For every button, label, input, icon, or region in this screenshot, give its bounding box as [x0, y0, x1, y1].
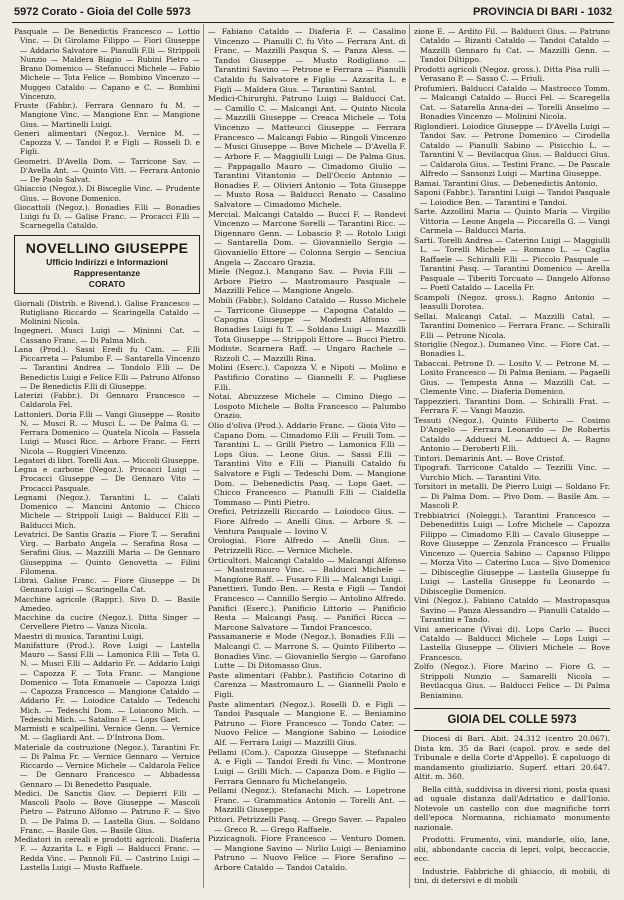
entry: Legatori di libri. Torelli Aus. — Miccoli Giuseppe.: [14, 455, 200, 465]
town-intro: [414, 734, 610, 885]
entry: Pasquale — De Benedictis Francesco — Lottio Vinc. — Di Girolamo Filippo — Fiori Giuseppe — Addario Salvatore — Pianulli F.lli — Strippoli Nunzio — Maldera Biagio — Rubini Pietro — Brano Domenico — Stefanucci Michele — Fabio Michele — Tota Felice — Bombino Vincenzo — Muggeo Cataldo — Capano e C. — Bombini Vincenzo.: [14, 27, 200, 101]
entry: Legna e carbone (Negoz.). Procacci Luigi — Procacci Giuseppe — De Gennaro Vito — Procacci Pasquale.: [14, 465, 200, 493]
ad-line-2: Rappresentanze: [73, 267, 141, 278]
entry: Lattonieri. Doria F.lli — Vangi Giuseppe — Rosito N. — Musci R. — Musci L. — De Palma G. — Ferrara Domenico — Quatela Nicola — Fassela Luigi — Musci Ricc. — Arbore Franc. — Ferri Nicola — Ruggieri Vincenzo.: [14, 409, 200, 456]
entry: Tintori. Demarinis Ant. — Bove Cristof.: [414, 453, 565, 463]
entry: Pittori. Petrizzelli Pasq. — Grego Saver. — Papaleo — Greco R. — Grego Raffaele.: [208, 814, 406, 834]
entry: Mercial. Malcangi Cataldo — Bucci F. — Rondevi Vincenzo — Marcone Sorelli — Tarantini Ricc. — Digennaro Genn. — Lobascio P. — Rotolo Luigi — Santarella Dom. — Giovanniello Sergio — Giovaniello Ettore — Colonna Sergio — Senciua Angela — Zaccaro Grazia.: [208, 209, 406, 267]
entry: Orticultori. Malcangi Cataldo — Malcangi Alfonso — Mastromauro Vinc. — Balducci Michele — Mangione Raff. — Fusaro F.lli — Malcangi Luigi.: [208, 555, 406, 584]
entry: Lana (Prod.). Sassi Eredi fu Cam. — F.lli Piccarreta — Palumbo F. — Santarella Vincenzo — Tarantini Andrea — Tondolo F.lli — De Benedictis Luigi e Felice F.lli — Patruno Alfonso — De Benedictis F.lli di Giuseppe.: [14, 344, 200, 391]
entry: Librai. Galise Franc. — Fiore Giuseppe — Di Gennaro Luigi — Scaringella Cat.: [14, 576, 200, 595]
intro-paragraph: Diocesi di Bari. Abit. 24.312 (centro 20.067). Dista km. 35 da Bari (capol. prov. e sede del Tribunale e della Corte d'Appello). È capoluogo di mandamento giudiziario. Superf. ettari 20.647. Altit. m. 360.: [414, 734, 610, 782]
entry: Tipografi. Tarricone Cataldo — Tezzilli Vinc. — Vurchio Mich. — Tarantini Vito.: [414, 463, 610, 482]
entry: Vini (Negoz.). Fabiano Cataldo — Mastropasqua Savino — Panza Alessandro — Pianulli Cataldo — Tarantini e Tando.: [414, 596, 610, 625]
entry: Sellai. Malcangi Catal. — Mazzilli Catal. — Tarantini Domenico — Ferrara Franc. — Schiralli F.lli — Petrone Nicola.: [414, 311, 610, 340]
entry: Medici. De Sanctis Giov. — Depierri F.lli — Mascoli Paolo — Bove Giuseppe — Mascoli Pietro — Patruno Alfonso — Patruno F. — Sivo D. — De Palma D. — Lastella Gius. — Soldano Franc. — Basile Gos. — Basile Gius.: [14, 788, 200, 835]
entry: Tappezzieri. Tarantini Dom. — Schiralli Frat. — Ferrara F. — Vangi Mauzio.: [414, 396, 610, 416]
entry: Panettieri. Tondo Ben. — Resta e Figli — Tandoi Francesco — Cannillo Sergio — Antolino Alfredo.: [208, 584, 406, 603]
entry: Laterizi (Fabbr.). Di Gennaro Francesco — Caldarola Fel.: [14, 391, 200, 410]
entry: Orefici. Petrizzelli Riccardo — Loiodoco Gius. — Fiore Alfredo — Anelli Gius. — Arbore S. — Ventura Pasquale — Iovino V.: [208, 507, 406, 536]
advertisement-box: [14, 235, 200, 294]
entry: Ramai. Tarantini Gius. — Debenedictis Antonio.: [414, 178, 598, 188]
entry: Geometri. D'Avella Dom. — Tarricone Sav. — D'Avella Ant. — Quinto Vitt. — Ferrara Antonio — De Paolo Salvat.: [14, 156, 200, 184]
entry: Trebbiatrici (Noleggi.). Tarantini Francesco — Debenedittis Luigi — Lofre Michele — Capozza Filippo — Cimadomo F.lli — Cavalo Giuseppe — Rove Giuseppe — Zenzola Francesco — Fruallo Vincenzo — Quercia Sabino — Capanso Filippo — Morza Vito — Caterino Luca — Sivo Domenico — Dibisceglie Giuseppe — Lastella Giuseppe fu Luigi — Lastella Giuseppe fu Leonardo — Dibisceglie Domenico.: [414, 510, 610, 596]
entry: Pellami (Com.). Capozza Giuseppe — Stefanachi A. e Figli — Tandoi Eredi fu Vinc. — Montrone Luigi — Grilli Mich. — Capanza Dom. e Figlio — Ferrara Gennaro fu Michelangelo.: [208, 747, 406, 786]
entry: Ghiaccio (Negoz.). Di Bisceglie Vinc. — Prudente Gius. — Bovone Domenico.: [14, 184, 200, 203]
header-right: PROVINCIA DI BARI - 1032: [473, 6, 612, 18]
entry: — Fabiano Cataldo — Diaferia F. — Casalino Vincenzo — Pianulli C. fu Vito — Ferrara Ant. di Franc. — Mazzilli Pasqua S. — Panza Aless. — Tandoi Giuseppe — Musto Rodigliano — Tarantini Savino — Petrone e Ferrara — Pianulli Cataldo fu Salvatore e Figlio — Azzarita L. e Figli — Maldera Gius. — Tarantini Santol.: [208, 27, 406, 94]
header-left: 5972 Corato - Gioia del Colle 5973: [14, 6, 191, 18]
entry: Torsitori in metalli. De Pierro Luigi — Soldano Fr. — Di Palma Dom. — Pivo Dom. — Basile Am. — Mascoli P.: [414, 482, 610, 511]
entry: Sarte. Azzollini Maria — Quinto Maria — Virgilio Vittoria — Leone Angela — Piccarella G. — Vangi Carmela — Balducci Maria.: [414, 207, 610, 236]
intro-paragraph: Bella città, suddivisa in diversi rioni, posta quasi ad uguale distanza dall'Adriatico e dall'Ionio. Notevole un castello con due magnifiche torri dell'epoca Normanna, richiamato monumento nazionale.: [414, 784, 610, 832]
entry: Mediatori in cereali e prodotti agricoli. Diaferia F. — Azzarita L. e Figli — Balducci Franc. — Redda Vinc. — Pannoli Fil. — Castrino Luigi — Lastella Luigi — Musto Raffaele.: [14, 835, 200, 872]
entry: Marmisti e scalpellini. Vernice Genn. — Vernice M. — Gagliardi Ant. — D'Introna Dom.: [14, 724, 200, 743]
column-2: [208, 27, 406, 873]
entry: Storiglie (Negoz.). Dumaneo Vinc. — Fiore Cat. — Bonadies L.: [414, 339, 610, 359]
entry: Notai. Abruzzese Michele — Cimino Diego — Lospoto Michele — Bolta Francesco — Palumbo Orazio.: [208, 392, 406, 421]
entry: Panifici (Eserc.). Panificio Littorio — Panificio Resta — Malcangi Pasq. — Panifici Ricca — Marcone Salvatore — Tandoi Francesco.: [208, 603, 406, 632]
entry: Legnami (Negoz.). Tarantini L. — Calati Domenico — Mancini Antonio — Chicco Michele — Strippoli Luigi — Balducci F.lli — Balducci Mich.: [14, 492, 200, 530]
town-heading: GIOIA DEL COLLE 5973: [414, 708, 610, 731]
entry: Modiste. Scarnera Raff. — Ungaro Rachele — Rizzoli C. — Mazzilli Rina.: [208, 344, 406, 363]
entry: Prodotti agricoli (Negoz. gross.). Ditta Pisa rulli — Verasano P. — Sasso C. — Friuli.: [414, 64, 610, 84]
entry: Levatrici. De Santis Grazia — Fiore T. — Serafini Virg. — Barbato Angela — Serafina Rosa — Serafini Gius. — Mazzilli Maria — De Gennaro Giuseppina — Quinto Genovetta — Filini Filomena.: [14, 529, 200, 576]
entry: Ingegneri. Musci Luigi — Mininni Cat. — Cassano Franc. — Di Palma Mich.: [14, 326, 200, 345]
entry: Macchine da cucire (Negoz.). Ditta Singer — Cervellere Pietro — Vanza Nicola.: [14, 613, 200, 632]
entry: Maestri di musica. Tarantini Luigi.: [14, 631, 144, 641]
entry: Macchine agricole (Rappr.). Sivo D. — Basile Amedeo.: [14, 594, 200, 613]
entry: Profumieri. Balducci Cataldo — Mastrocco Tomm. — Malcangi Cataldo — Bucci Fel. — Scaregella Cat. — Satarella Anna-dei — Torelli Anselmo — Bonadies Vincenzo — Molinini Nicola.: [414, 83, 610, 122]
column-divider: [203, 24, 204, 888]
entry: Giornali (Distrib. e Rivend.). Galise Francesco — Rutigliano Riccardo — Scaringella Cataldo — Molinini Nicola.: [14, 298, 200, 326]
entry: Materiale da costruzione (Negoz.). Tarantini Fr. — Di Palma Fr. — Vernice Gennaro — Vernice Riccardo — Vernice Michele — Caldarola Felice — De Gennaro Francesco — Abbadessa Gennaro — Di Benedetto Pasquale.: [14, 742, 200, 789]
entry: Fruste (Fabbr.). Ferrara Gennaro fu M. — Mangione Vinc. — Mangione Enr. — Mangione Gius. — Martinelli Luigi.: [14, 101, 200, 129]
entry: Pizzicagnoli. Fiore Francesco — Venturo Domen. — Mangione Savino — Nirlio Luigi — Beniamino Patruno — Nuovo Felice — Fiore Serafino — Arbore Cataldo — Tandoi Cataldo.: [208, 834, 406, 873]
entry: Manifatture (Prod.). Rove Luigi — Lastella Mauro — Sassi F.lli — Lamonica F.lli — Tota G. N. — Musci F.lli — Addario Fr. — Addario Luigi — Capozza F. — Tota Franc. — Mangione Domenico — Tota Emanuele — Capozza Luigi — Capozza Francesco — Mangione Cataldo — Addario Fr. — Loiodice Cataldo — Tedeschi Mich. — Tedeschi Dom. — Loiacono Mich. — Tedeschi Mich. — Satalino F. — Lops Gaet.: [14, 640, 200, 724]
entry: Pellami (Negoz.). Stefanachi Mich. — Lopetrone Franc. — Grammatica Antonio — Torelli Ant. — Mazzilli Giuseppe.: [208, 786, 406, 815]
column-3: [414, 27, 610, 886]
header-rule: [12, 22, 614, 23]
column-1: [14, 27, 200, 872]
entry: Tabaccai. Petrone D. — Losito V. — Petrone M. — Losito Francesco — Di Palma Beniam. — Pagaelli Gius. — Tempesta Anna — Mazzilli Cat. — Clemente Vinc. — Diaferia Domenico.: [414, 358, 610, 397]
entry: Olio d'oliva (Prod.). Addario Franc. — Gioia Vito — Capano Dom. — Cimadomo F.lli — Fruili Tom. — Tarantini L. — Grilli Pietro — Lamonica F.lli — Lops Gius. — Leone Gius. — Sassi F.lli — Tarantini Vito e F.lli — Pianulli Cataldo fu Salvatore e Figli — Tedeschi Dom. — Mangione Dom. — Debenedictis Pasq. — Lops Gaet. — Chicco Francesco — Pianulli F.lli — Cialdella Tommaso — Pinti Pietro.: [208, 420, 406, 507]
entry: Tessuti (Negoz.). Quinto Filiberto — Cosimo D'Angelo — Ferrara Leonardo — De Robertis Cataldo — Addueci M. — Addueci A. — Ragno Antonio — Deroberti F.lli.: [414, 415, 610, 454]
entry: Saponi (Fabbr.). Tarantini Luigi — Tandoi Pasquale — Loiodice Ben. — Tarantini e Tandoi.: [414, 188, 610, 207]
entry: zione E. — Ardito Fil. — Balducci Gius. — Patruno Cataldo — Bizanti Cataldo — Tandoi Cataldo — Mazzilli Gennaro fu Cat. — Mazzilli Genn. — Tandoi Diltippo.: [414, 27, 610, 65]
entry: Riglondieri. Loiodice Giuseppe — D'Avella Luigi — Tandoi Sav. — Petrone Domenico — Cirodella Cataldo — Pianulli Sabino — Pisicchio L. — Tarantini V. — Bevilacqua Gius. — Balducci Gius. — Caldarola Gius. — Testini Franc. — De Pascale Alfredo — Sansonzi Luigi — Martina Giuseppe.: [414, 121, 610, 179]
entry: Passamanerie e Mode (Negoz.). Bonadies F.lli — Malcangi C. — Marrone S. — Quinto Filiberto — Bonadies Vinc. — Giovaniello Sergio — Garofano Lutte — Di Ditomasso Gius.: [208, 632, 406, 671]
entry: Orologiai. Fiore Alfredo — Anelli Gius. — Petrizzelli Ricc. — Vernice Michele.: [208, 536, 406, 555]
entry: Miele (Negoz.). Mangano Sav. — Povia F.lli — Arbore Pietro — Mastromauro Pasquale — Mazzilli Felice — Mangione Angelo.: [208, 267, 406, 296]
ad-city: CORATO: [88, 278, 126, 289]
intro-paragraph: Prodotti. Frumento, vini, mandorle, olio, lane, olii, abbondante caccia di lepri, volpi, beccaccie, ecc.: [414, 835, 610, 864]
entry: Zolfo (Negoz.). Fiore Marino — Fiore G. — Strippoli Nunzio — Samarelli Nicola — Bevilacqua Gius. — Balducci Felice — Di Palma Beniamino.: [414, 662, 610, 700]
entry: Molini (Eserc.). Capozza V. e Nipoti — Molino e Pastificio Coratino — Giannelli F. — Pugliese F.lli.: [208, 363, 406, 392]
entry: Generi alimentari (Negoz.). Vernice M. — Capozza V. — Tandoi P. e Figli — Rosseli D. e Figli.: [14, 128, 200, 157]
entry: Paste alimentari (Negoz.). Roselli D. e Figli — Tandoi Pasquale — Mangione E. — Beniamino Patruno — Fiore Francesco — Tondo Cater. — Nuovo Felice — Mangione Sabino — Loiodice Alf. — Ferrara Luigi — Mazzilli Gius.: [208, 699, 406, 748]
page-header: [14, 6, 612, 22]
entry: Giocattoli (Negoz.). Bonadies F.lli — Bonadies Luigi fu D. — Galise Franc. — Procacci F.lli — Scarnegella Cataldo.: [14, 202, 200, 231]
entry: Mobili (Fabbr.). Soldano Cataldo — Russo Michele — Tarricone Giuseppe — Capogna Cataldo — Capogna Giuseppe — Modesti Alfonso — Bonadies Luigi fu T. — Soldano Luigi — Mazzilli Tota Giuseppe — Strippoli Ettore — Bucci Pietro.: [208, 296, 406, 344]
column-divider: [409, 24, 410, 888]
ad-line-1: Ufficio Indirizzi e Informazioni: [46, 256, 168, 267]
entry: Sarti. Torelli Andrea — Caterino Luigi — Maggiulli L. — Torelli Michele — Romano L. — Caglia Raffaele — Schiralli F.lli — Piccolo Pasquale — Tarantini Pasq. — Tarantini Domenico — Arella Pasquale — Tiberiti Torcuato — Dangelo Alfonso — Poetl Cataldo — Lacella Fr.: [414, 235, 610, 293]
entry: Medici-Chirurghi. Patruno Luigi — Balducci Cat. — Camillo C. — Malcangi Ant. — Quinto Nicola — Mazzilli Giuseppe — Creaca Michele — Tota Vincenzo — Matteucci Giuseppe — Ferrara Francesco — Malcangi Fabio — Ringoli Vincenzo — Musci Giuseppe — Bove Michele — D'Avella F. — Arbore F. — Maggiulli Luigi — De Palma Gius. — Pappagallo Mauro — Cimadomo Giulio — Tarantini Vitantonio — Dell'Occio Antonio — Bonadies F. — Olivieri Antonio — Tota Giuseppe — Musto Rosa — Balducci Renato — Casalino Salvatore — Cimadomo Michele.: [208, 94, 406, 209]
entry: Paste alimentari (Fabbr.). Pastificio Cotarino di Carenza — Mastromauro L. — Giannelli Paolo e Figli.: [208, 670, 406, 700]
ad-name: NOVELLINO GIUSEPPE: [25, 239, 189, 256]
entry: Scampoli (Negoz. gross.). Ragno Antonio — Ieasulli Dorotea.: [414, 292, 610, 312]
entry: Vini americane (Vivai di). Lops Carlo — Bucci Cataldo — Balducci Michele — Lops Luigi — Lastella Giuseppe — Olivieri Michele — Bove Francesco.: [414, 624, 610, 662]
intro-paragraph: Industrie. Fabbriche di ghiaccio, di mobili, di tini, di detersivi e di mobili: [414, 866, 610, 886]
